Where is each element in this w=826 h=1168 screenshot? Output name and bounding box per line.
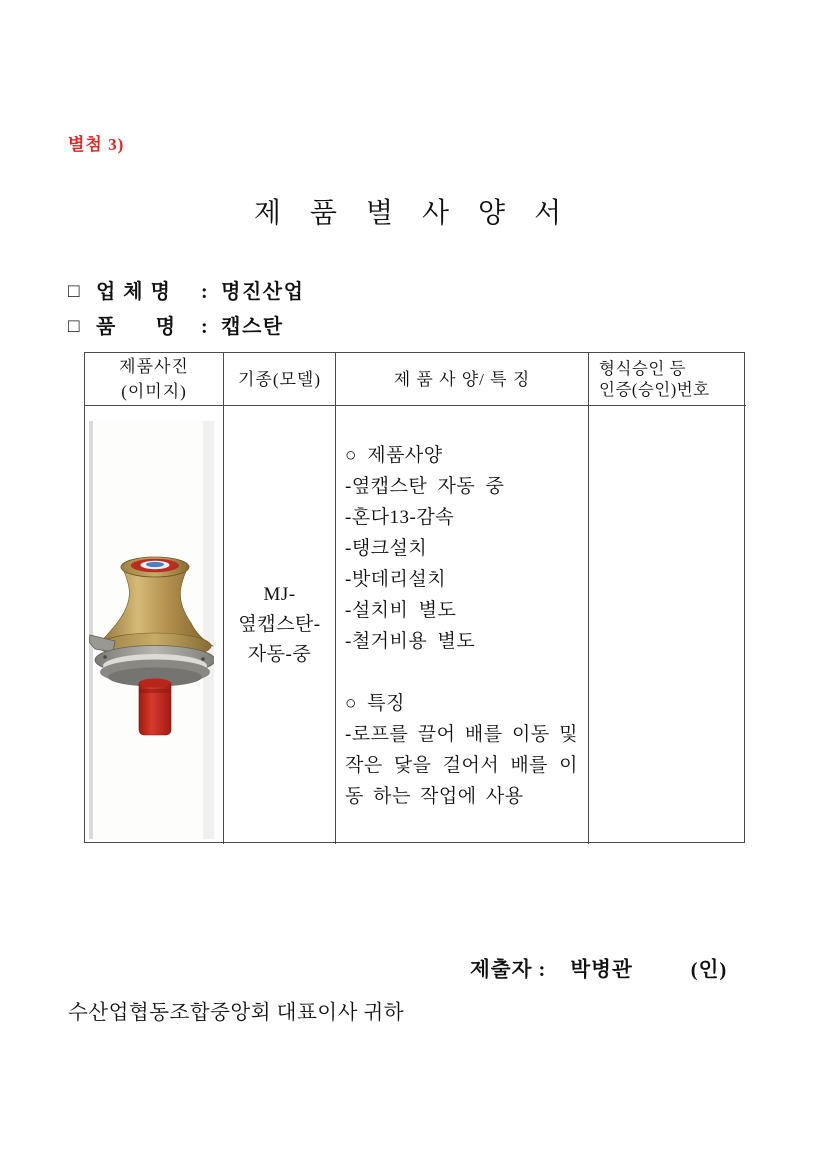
- spec-item: -옆캡스탄 자동 중: [345, 476, 505, 497]
- spec-feature-cell: [336, 406, 589, 844]
- header-product-photo: [85, 353, 224, 406]
- checkbox-icon: □: [68, 316, 81, 337]
- section-gap: [345, 657, 578, 688]
- spec-item: -밧데리설치: [345, 569, 447, 590]
- header-model-label: 기종(모델): [237, 369, 321, 389]
- spec-heading: ○ 제품사양: [345, 445, 443, 466]
- colon-separator: :: [200, 316, 210, 338]
- header-model: [224, 353, 336, 406]
- submitter-line: [470, 952, 727, 982]
- header-certification: [589, 353, 746, 406]
- model-line: 옆캡스탄-: [238, 614, 321, 635]
- colon-separator: :: [200, 281, 210, 303]
- product-label: 품 명: [95, 316, 177, 338]
- page-title: 제 품 별 사 양 서: [253, 198, 573, 229]
- header-spec-feature: [336, 353, 589, 406]
- spec-item: -설치비 별도: [345, 600, 457, 621]
- header-cert-line2: 인증(승인)번호: [599, 380, 710, 399]
- company-name-line: [68, 275, 304, 304]
- recipient-line: 수산업협동조합중앙회 대표이사 귀하: [68, 1002, 405, 1024]
- model-line: MJ-: [263, 584, 296, 605]
- header-photo-line1: 제품사진: [119, 357, 189, 376]
- capstan-product-photo: [89, 421, 214, 841]
- seal-mark: (인): [690, 959, 728, 981]
- product-spec-table: [84, 352, 745, 843]
- certification-cell: [589, 406, 746, 844]
- model-line: 자동-중: [247, 644, 312, 665]
- spec-item: -탱크설치: [345, 538, 428, 559]
- header-photo-line2: (이미지): [121, 382, 187, 401]
- model-cell: [224, 406, 336, 844]
- company-label: 업 체 명: [95, 281, 172, 303]
- attachment-label: 별첨 3): [68, 135, 125, 154]
- header-cert-line1: 형식승인 등: [599, 359, 686, 378]
- product-name-line: [68, 310, 284, 339]
- header-spec-label: 제 품 사 양/ 특 징: [393, 369, 531, 389]
- feature-heading: ○ 특징: [345, 693, 405, 714]
- submitter-name: 박병관: [570, 959, 633, 981]
- feature-text: -로프를 끌어 배를 이동 및 작은 닻을 걸어서 배를 이동 하는 작업에 사용: [345, 724, 578, 807]
- spec-item: -철거비용 별도: [345, 631, 476, 652]
- checkbox-icon: □: [68, 281, 81, 302]
- submitter-label: 제출자 :: [470, 959, 547, 981]
- product-photo-cell: [85, 406, 224, 844]
- company-value: 명진산업: [221, 281, 305, 303]
- spec-item: -혼다13-감속: [345, 507, 455, 528]
- product-value: 캡스탄: [221, 316, 284, 338]
